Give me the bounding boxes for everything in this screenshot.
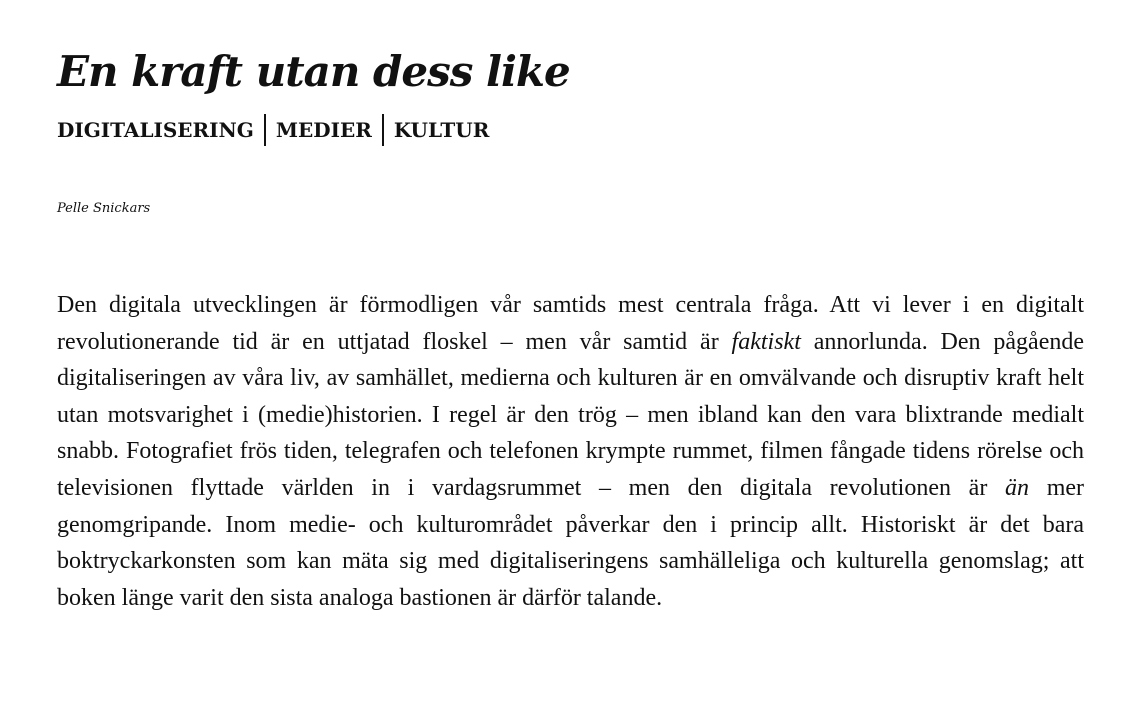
subtitle-item-kultur: KULTUR [393, 118, 490, 142]
document-title: En kraft utan dess like [57, 47, 570, 96]
document-subtitle [57, 114, 489, 146]
paragraph-text-part-2: annorlunda. Den pågående digitaliseringen av våra liv, av samhället, medierna och kulturen är en omvälvande och disruptiv kraft helt utan motsvarighet i (medie)historien. I regel är den trög – men ibland kan den vara blixtrande medialt snabb. Fotografiet frös tiden, telegrafen och telefonen krympte rummet, filmen fångade tidens rörelse och televisionen flyttade världen in i vardagsrummet – men den digitala revolutionen är [57, 328, 1084, 501]
body-paragraph [57, 287, 1084, 616]
paragraph-text-part-1: Den digitala utvecklingen är förmodligen vår samtids mest centrala fråga. Att vi lever i en digitalt revolutionerande tid är en uttjatad floskel – men vår samtid är [57, 292, 1084, 355]
emphasis-an: än [1005, 474, 1029, 501]
subtitle-item-digitalisering: DIGITALISERING [57, 118, 254, 142]
subtitle-item-medier: MEDIER [275, 118, 372, 142]
subtitle-separator [264, 114, 266, 146]
author-name: Pelle Snickars [57, 201, 151, 216]
subtitle-separator [382, 114, 384, 146]
emphasis-faktiskt: faktiskt [731, 328, 801, 355]
paragraph-text-part-3: mer genomgripande. Inom medie- och kulturområdet påverkar den i princip allt. Historiskt är det bara boktryckarkonsten som kan mäta sig med digitaliseringens samhälleliga och kulturella genomslag; att boken länge varit den sista analoga bastionen är därför talande. [57, 474, 1084, 611]
